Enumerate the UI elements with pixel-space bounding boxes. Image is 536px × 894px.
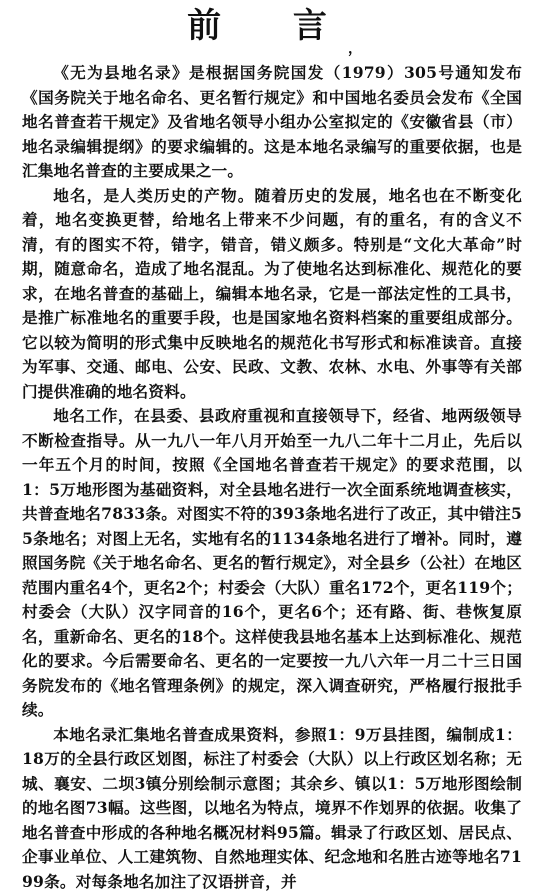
paragraph-survey-work: 地名工作，在县委、县政府重视和直接领导下，经省、地两级领导不断检查指导。从一九八一年八月开始至一九八二年十二月止，先后以一年五个月的时间，按照《全国地名普查若干规定》的要求范围，以1：5万地形图为基础资料，对全县地名进行一次全面系统地调查核实，共普查地名7833条。对图实不符的393条地名进行了改正，其中错注55条地名；对图上无名，实地有名的1134条地名进行了增补。同时，遵照国务院《关于地名命名、更名的暂行规定》，对全县乡（公社）在地区范围内重名4个，更名2个；村委会（大队）重名172个，更名119个；村委会（大队）汉字同音的16个，更名6个；还有路、街、巷恢复原名，重新命名、更名的18个。这样使我县地名基本上达到标准化、规范化的要求。今后需要命名、更名的一定要按一九八六年一月二十三日国务院发布的《地名管理条例》的规定，深入调查研究，严格履行报批手续。 <box>22 404 522 723</box>
paragraph-contents: 本地名录汇集地名普查成果资料，参照1：9万县挂图，编制成1：18万的全县行政区划图，标注了村委会（大队）以上行政区划名称；无城、襄安、二坝3镇分别绘制示意图；其余乡、镇以1：5万地形图绘制的地名图73幅。这些图，以地名为特点，境界不作划界的依据。收集了地名普查中形成的各种地名概况材料95篇。辑录了行政区划、居民点、企事业单位、人工建筑物、自然地理实体、纪念地和名胜古迹等地名7199条。对每条地名加注了汉语拼音，并 <box>22 723 522 894</box>
paragraph-basis: 《无为县地名录》是根据国务院国发（1979）305号通知发布《国务院关于地名命名、更名暂行规定》和中国地名委员会发布《全国地名普查若干规定》及省地名领导小组办公室拟定的《安徽省县（市）地名录编辑提纲》的要求编辑的。这是本地名录编写的重要依据，也是汇集地名普查的主要成果之一。 <box>22 61 522 184</box>
page-title: 前 言 <box>22 0 522 54</box>
title-mark: ， <box>348 38 362 58</box>
paragraph-history: 地名，是人类历史的产物。随着历史的发展，地名也在不断变化着，地名变换更替，给地名上带来不少问题，有的重名，有的含义不清，有的图实不符，错字，错音，错义颇多。特别是“文化大革命”时期，随意命名，造成了地名混乱。为了使地名达到标准化、规范化的要求，在地名普查的基础上，编辑本地名录，它是一部法定性的工具书，是推广标准地名的重要手段，也是国家地名资料档案的重要组成部分。它以较为简明的形式集中反映地名的规范化书写形式和标准读音。直接为军事、交通、邮电、公安、民政、文教、农林、水电、外事等有关部门提供准确的地名资料。 <box>22 184 522 405</box>
